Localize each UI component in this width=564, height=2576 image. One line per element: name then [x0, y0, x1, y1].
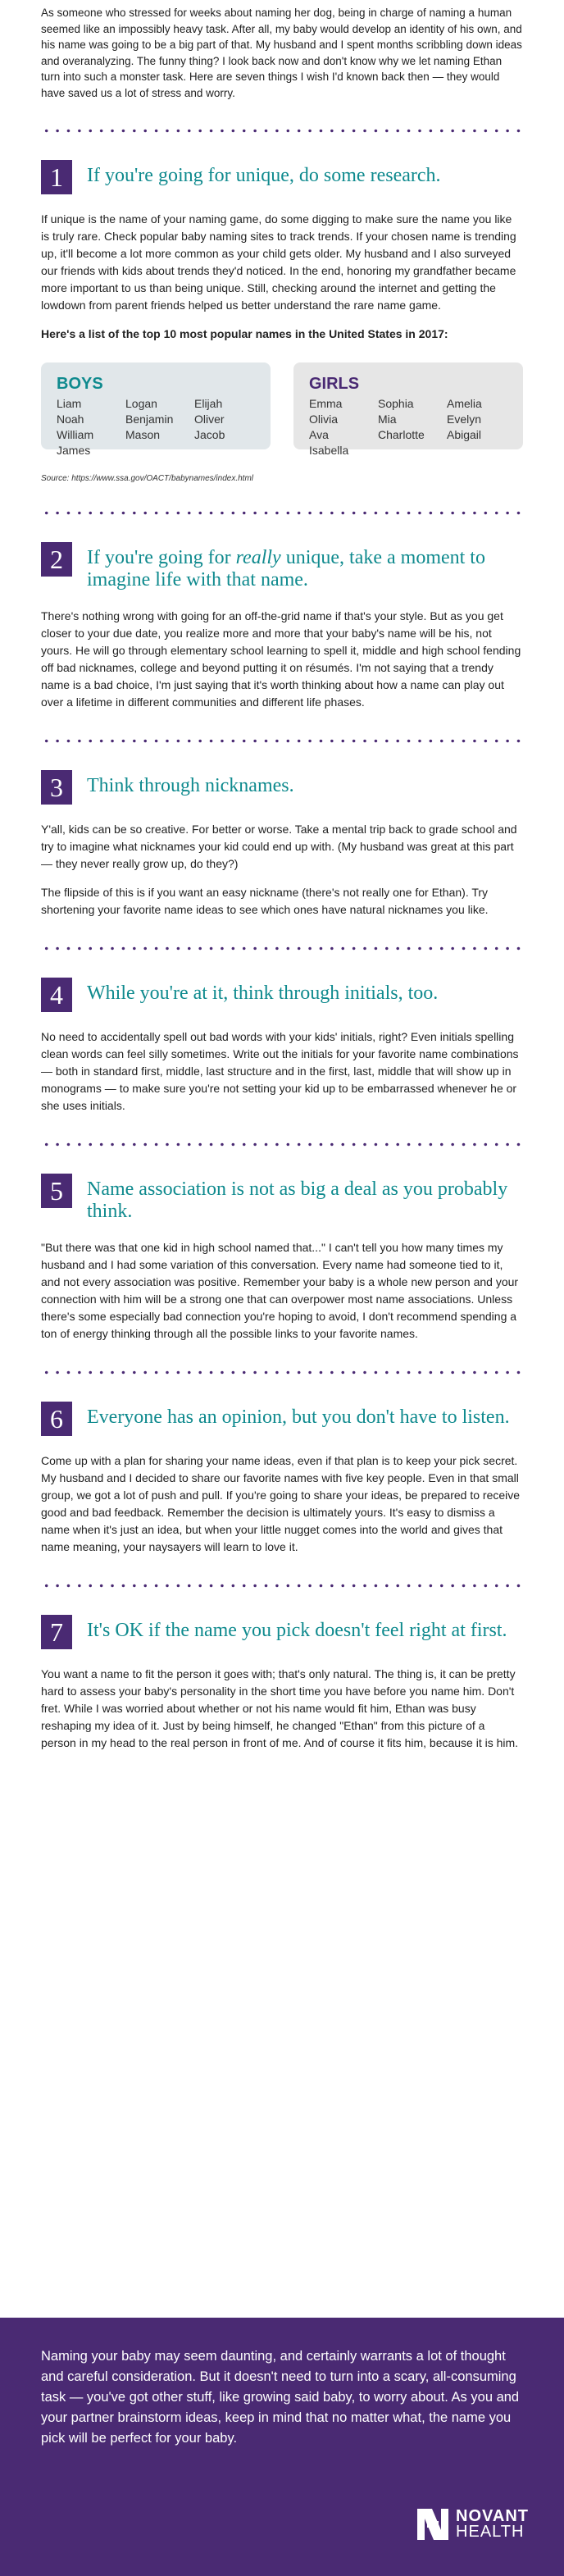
girl-name: Isabella	[309, 444, 349, 457]
closing-paragraph: Naming your baby may seem daunting, and certainly warrants a lot of thought and careful consideration. But it doesn't need to turn into a scary, all-consuming task — you've got other stuff, like growing said baby, to worry about. As you and your partner brainstorm ideas, keep in mind that no matter what, the name you pick will be perfect for your baby.	[41, 2349, 520, 2446]
section-title: If you're going for unique, do some research.	[87, 165, 441, 186]
section-title: While you're at it, think through initials, too.	[87, 983, 439, 1004]
section-paragraph: There's nothing wrong with going for an off-the-grid name if that's your style. But as you get closer to your due date, you realize more and more that your baby's name will be his, not yours. He will go through elementary school learning to spell it, middle and high school fending off bad nicknames, college and beyond putting it on résumés. I'm not saying that a trendy name is a bad choice, I'm just saying that it's worth thinking about how a name can play out over a lifetime in different communities and different life phases.	[41, 609, 521, 709]
boys-heading: BOYS	[57, 375, 103, 393]
boy-name: Jacob	[194, 428, 225, 441]
section-6	[41, 1402, 523, 1556]
boy-name: Logan	[125, 397, 157, 410]
section-header	[41, 1174, 523, 1223]
girls-heading: GIRLS	[309, 375, 360, 393]
boy-name: Benjamin	[125, 413, 174, 426]
section-title-part: unique, take a moment to imagine life with that name.	[87, 547, 485, 590]
girl-name: Evelyn	[447, 413, 482, 426]
girl-name: Abigail	[447, 428, 482, 441]
girls-names-list	[309, 396, 507, 458]
section-title: Everyone has an opinion, but you don't have to listen.	[87, 1407, 510, 1428]
section-paragraph: Y'all, kids can be so creative. For better or worse. Take a mental trip back to grade school and try to imagine what nicknames your kid could end up with. (My husband was great at this part — they never really grow up, do they?)	[41, 823, 517, 870]
dotted-divider	[41, 511, 523, 515]
section-paragraph: The flipside of this is if you want an easy nickname (there's not really one for Ethan). Try shortening your favorite name ideas to see which ones have natural nicknames you like.	[41, 886, 489, 916]
section-header	[41, 770, 523, 805]
girl-name: Sophia	[378, 397, 414, 410]
source-citation: Source: https://www.ssa.gov/OACT/babynames/index.html	[41, 474, 253, 483]
section-number: 7	[41, 1615, 72, 1649]
novant-n-icon	[417, 2509, 448, 2540]
girl-name: Ava	[309, 428, 329, 441]
section-title: Think through nicknames.	[87, 775, 294, 796]
section-paragraph: Come up with a plan for sharing your name ideas, even if that plan is to keep your pick secret. My husband and I decided to share our favorite names with five key people. Even in that small group, we got a lot of push and pull. If you're going to share your ideas, be prepared to receive good and bad feedback. Remember the decision is ultimately yours. It's easy to dismiss a name when it's just an idea, but when your little nugget comes into the world and gives that name meaning, your naysayers will learn to love it.	[41, 1454, 521, 1553]
section-number: 2	[41, 542, 72, 577]
dotted-divider	[41, 739, 523, 743]
section-paragraph: You want a name to fit the person it goes with; that's only natural. The thing is, it can be pretty hard to assess your baby's personality in the short time you have before you name him. Don't fret. While I was worried about whether or not his name would fit him, Ethan was busy reshaping my idea of it. Just by being himself, he changed "Ethan" from this picture of a person in my head to the real person in front of me. And of course it fits him, because it is him.	[41, 1667, 519, 1749]
section-title-emphasis: really	[235, 547, 281, 568]
dotted-divider	[41, 1142, 523, 1147]
section-number: 3	[41, 770, 72, 805]
girl-name: Charlotte	[378, 428, 425, 441]
boy-name: James	[57, 444, 91, 457]
logo-wordmark	[456, 2509, 529, 2540]
boy-name: Elijah	[194, 397, 223, 410]
girl-name-spacer	[378, 443, 447, 458]
section-title: Name association is not as big a deal as you probably think.	[87, 1179, 508, 1222]
girl-name: Mia	[378, 413, 397, 426]
girl-name: Olivia	[309, 413, 339, 426]
section-number: 5	[41, 1174, 72, 1208]
girl-name: Amelia	[447, 397, 482, 410]
section-2	[41, 542, 523, 711]
boy-name: Noah	[57, 413, 84, 426]
boy-name: Oliver	[194, 413, 225, 426]
section-7	[41, 1615, 523, 1752]
boy-name: Mason	[125, 428, 161, 441]
section-4	[41, 978, 523, 1115]
boys-names-box	[41, 362, 271, 457]
section-header	[41, 160, 523, 194]
logo-line-2: HEALTH	[456, 2523, 525, 2541]
dotted-divider	[41, 1584, 523, 1588]
boy-name: Liam	[57, 397, 82, 410]
girls-names-box	[293, 362, 523, 457]
dotted-divider	[41, 129, 523, 133]
popular-names-heading: Here's a list of the top 10 most popular names in the United States in 2017:	[41, 327, 448, 340]
novant-health-logo	[417, 2509, 529, 2540]
section-title: It's OK if the name you pick doesn't feel right at first.	[87, 1620, 507, 1641]
boy-name: William	[57, 428, 94, 441]
section-paragraph: "But there was that one kid in high school named that..." I can't tell you how many times my husband and I had some variation of this conversation. Every name had someone tied to it, and not every association was positive. Remember your baby is a whole new person and your connection with him will be a strong one that can overpower most name associations. Unless there's some especially bad connection you're hoping to avoid, I don't recommend spending a ton of energy thinking through all the possible links to your favorite names.	[41, 1241, 519, 1340]
dotted-divider	[41, 946, 523, 951]
section-header	[41, 542, 523, 591]
section-header	[41, 978, 523, 1012]
popular-names-boxes	[41, 362, 523, 457]
section-3	[41, 770, 523, 919]
section-header	[41, 1615, 523, 1649]
section-1	[41, 160, 523, 483]
section-title-part: If you're going for	[87, 547, 236, 568]
section-5	[41, 1174, 523, 1343]
section-title	[87, 542, 523, 591]
boy-name-spacer	[125, 443, 194, 458]
logo-line-1: NOVANT	[456, 2507, 529, 2525]
section-number: 4	[41, 978, 72, 1012]
section-header	[41, 1402, 523, 1436]
closing-banner	[0, 2318, 564, 2576]
section-paragraph: If unique is the name of your naming game, do some digging to make sure the name you like is truly rare. Check popular baby naming sites to track trends. If your chosen name is trending up, it'll become a lot more common as your child gets older. My husband and I also surveyed our friends with kids about trends they'd noticed. In the end, honoring my grandfather became more important to us than being unique. Still, checking around the internet and getting the lowdown from parent friends helped us better understand the rare name game.	[41, 212, 516, 312]
boys-names-list	[57, 396, 255, 458]
section-paragraph: No need to accidentally spell out bad words with your kids' initials, right? Even initials spelling clean words can feel silly sometimes. Write out the initials for your favorite name combinations — both in standard first, middle, last structure and in the first, last, middle that will show up in monograms — to make sure you're not setting your kid up to be embarrassed whenever he or she uses initials.	[41, 1030, 519, 1112]
girl-name: Emma	[309, 397, 343, 410]
section-number: 6	[41, 1402, 72, 1436]
section-number: 1	[41, 160, 72, 194]
dotted-divider	[41, 1370, 523, 1375]
intro-paragraph: As someone who stressed for weeks about naming her dog, being in charge of naming a human seemed like an impossibly heavy task. After all, my baby would develop an identity of his own, and his name was going to be a big part of that. My husband and I spent months scribbling down ideas and overanalyzing. The funny thing? I look back now and don't know why we let naming Ethan turn into such a monster task. Here are seven things I wish I'd known back then — they would have saved us a lot of stress and worry.	[41, 7, 522, 99]
